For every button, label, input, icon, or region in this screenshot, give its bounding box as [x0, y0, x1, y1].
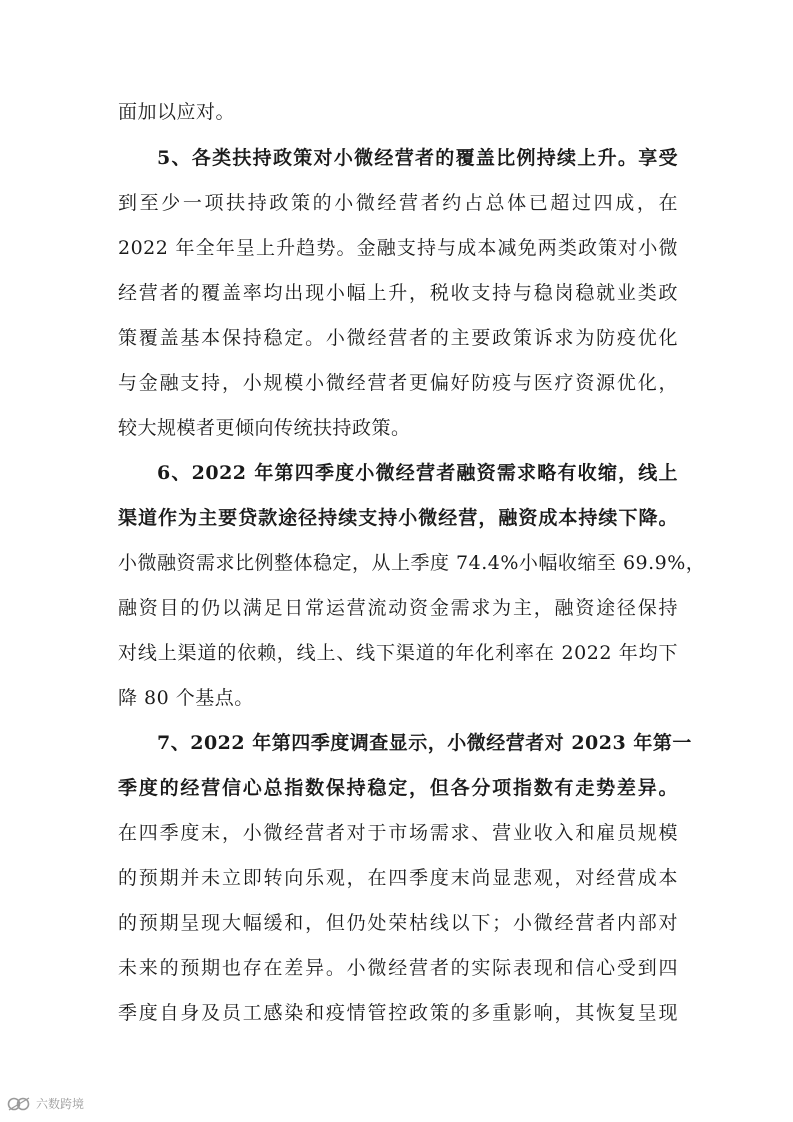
text-line: 与金融支持，小规模小微经营者更偏好防疫与医疗资源优化，	[118, 372, 678, 394]
text-line: 对线上渠道的依赖，线上、线下渠道的年化利率在 2022 年均下	[118, 642, 678, 664]
text-line: 在四季度末，小微经营者对于市场需求、营业收入和雇员规模	[118, 822, 678, 844]
logo-icon	[6, 1096, 32, 1112]
text-line: 策覆盖基本保持稳定。小微经营者的主要政策诉求为防疫优化	[118, 327, 678, 349]
text-line: 2022 年全年呈上升趋势。金融支持与成本减免两类政策对小微	[118, 237, 678, 259]
section-heading: 5、各类扶持政策对小微经营者的覆盖比例持续上升。享受	[157, 147, 678, 169]
section-heading: 6、2022 年第四季度小微经营者融资需求略有收缩，线上	[157, 462, 678, 484]
watermark-text: 六数跨境	[36, 1097, 85, 1111]
watermark	[6, 1095, 84, 1112]
section-heading: 7、2022 年第四季度调查显示，小微经营者对 2023 年第一	[157, 732, 692, 754]
text-line: 面加以应对。	[118, 101, 236, 123]
text-line: 小微融资需求比例整体稳定，从上季度 74.4%小幅收缩至 69.9%，	[118, 552, 706, 574]
text-line: 降 80 个基点。	[118, 687, 254, 709]
text-line: 较大规模者更倾向传统扶持政策。	[118, 417, 411, 439]
text-line: 的预期并未立即转向乐观，在四季度末尚显悲观，对经营成本	[118, 867, 678, 889]
text-line: 的预期呈现大幅缓和，但仍处荣枯线以下；小微经营者内部对	[118, 912, 678, 934]
text-line: 季度自身及员工感染和疫情管控政策的多重影响，其恢复呈现	[118, 1002, 678, 1024]
section-heading: 渠道作为主要贷款途径持续支持小微经营，融资成本持续下降。	[118, 507, 678, 529]
text-line: 未来的预期也存在差异。小微经营者的实际表现和信心受到四	[118, 957, 678, 979]
text-line: 到至少一项扶持政策的小微经营者约占总体已超过四成，在	[118, 192, 678, 214]
text-line: 经营者的覆盖率均出现小幅上升，税收支持与稳岗稳就业类政	[118, 282, 678, 304]
section-heading: 季度的经营信心总指数保持稳定，但各分项指数有走势差异。	[118, 777, 678, 799]
text-line: 融资目的仍以满足日常运营流动资金需求为主，融资途径保持	[118, 597, 678, 619]
